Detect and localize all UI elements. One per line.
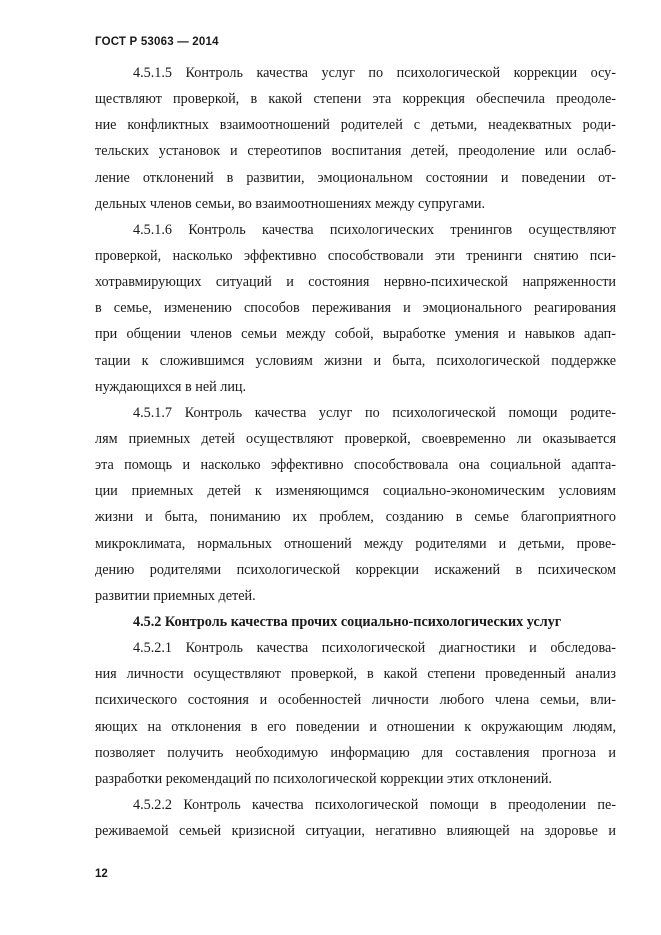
text-line: 4.5.2.2 Контроль качества психологической помощи в преодолении пе- [133,796,616,813]
text-line: ление отклонений в развитии, эмоциональном состоянии и поведении от- [95,169,616,186]
text-line: тации к сложившимся условиям жизни и быта, психологической поддержке [95,352,616,369]
text-line: 4.5.1.5 Контроль качества услуг по психологической коррекции осу- [133,65,616,81]
text-line: ции приемных детей к изменяющимся социально-экономическим условиям [95,483,616,500]
text-line: 4.5.1.6 Контроль качества психологических тренингов осуществляют [133,221,616,238]
text-line: дельных членов семьи, во взаимоотношениях между супругами. [95,195,486,212]
text-line: дению родителями психологической коррекции искажений в психическом [95,561,616,578]
document-header: ГОСТ Р 53063 — 2014 [95,36,219,48]
heading-line: 4.5.2 Контроль качества прочих социально-психологических услуг [133,613,562,630]
text-line: ществляют проверкой, в какой степени эта коррекция обеспечила преодоле- [95,91,616,108]
text-line: тельских установок и стереотипов воспитания детей, преодоление или ослаб- [95,143,616,160]
text-line: 4.5.1.7 Контроль качества услуг по психологической помощи родите- [133,404,616,421]
text-line: ние конфликтных взаимоотношений родителей с детьми, неадекватных роди- [95,117,616,134]
paragraph [95,60,616,217]
text-line: хотравмирующих ситуаций и состояния нервно-психической напряженности [95,274,616,291]
document-body [95,60,616,844]
text-line: в семье, изменению способов переживания и эмоционального реагирования [95,300,616,317]
text-line: позволяет получить необходимую информацию для составления прогноза и [95,744,616,761]
paragraph [95,635,616,792]
text-line: проверкой, насколько эффективно способствовали эти тренинги снятию пси- [95,247,616,264]
paragraph [95,792,616,844]
text-line: лям приемных детей осуществляют проверкой, своевременно ли оказывается [95,430,616,447]
text-line: разработки рекомендаций по психологической коррекции этих отклонений. [95,770,552,787]
text-line: развитии приемных детей. [95,587,256,604]
paragraph [95,400,616,609]
text-line: ния личности осуществляют проверкой, в какой степени проведенный анализ [95,666,616,683]
text-line: при общении членов семьи между собой, выработке умения и навыков адап- [95,326,616,343]
section-heading [95,609,616,635]
text-line: психического состояния и особенностей личности любого члена семьи, вли- [95,692,616,709]
text-line: 4.5.2.1 Контроль качества психологической диагностики и обследова- [133,640,616,657]
text-line: нуждающихся в ней лиц. [95,378,247,395]
text-line: микроклимата, нормальных отношений между родителями и детьми, прове- [95,535,616,552]
page-number: 12 [95,868,108,880]
paragraph [95,217,616,400]
text-line: яющих на отклонения в его поведении и отношении к окружающим людям, [95,718,616,735]
text-line: жизни и быта, пониманию их проблем, созданию в семье благоприятного [95,509,616,526]
text-line: реживаемой семьей кризисной ситуации, негативно влияющей на здоровье и [95,823,616,840]
text-line: эта помощь и насколько эффективно способствовала она социальной адапта- [95,457,616,474]
